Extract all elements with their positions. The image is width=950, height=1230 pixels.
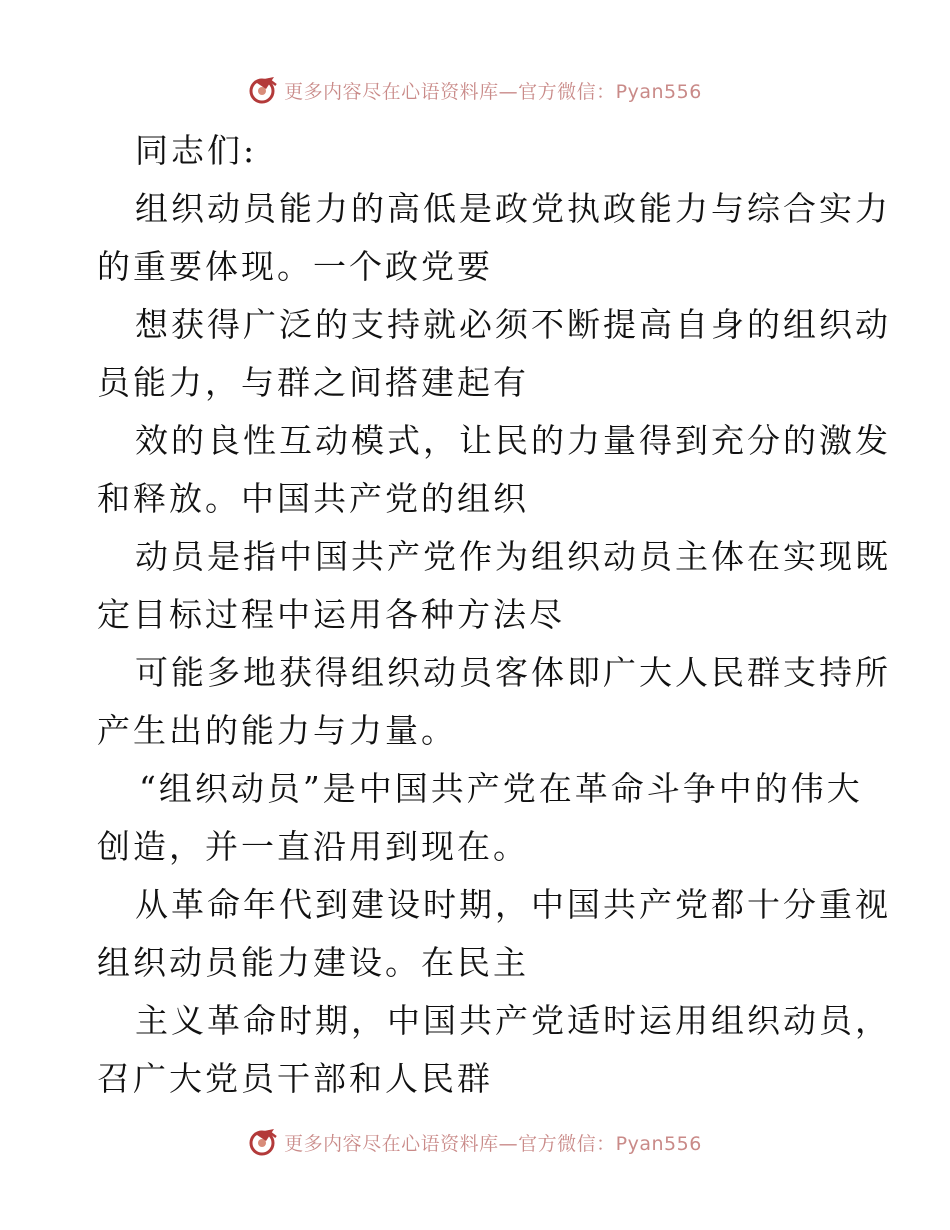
paragraph-line: 组织动员能力的高低是政党执政能力与综合实力 <box>135 189 891 228</box>
brand-logo-icon <box>248 75 278 105</box>
brand-logo-icon <box>248 1127 278 1157</box>
paragraph-line: 创造，并一直沿用到现在。 <box>97 827 529 866</box>
paragraph-line: 从革命年代到建设时期，中国共产党都十分重视 <box>135 885 891 924</box>
paragraph-line: 召广大党员干部和人民群 <box>97 1059 493 1098</box>
paragraph-line: 和释放。中国共产党的组织 <box>97 479 529 518</box>
document-body <box>97 122 891 1108</box>
paragraph-line: 想获得广泛的支持就必须不断提高自身的组织动 <box>135 305 891 344</box>
paragraph-line: 员能力，与群之间搭建起有 <box>97 363 529 402</box>
paragraph-line: 定目标过程中运用各种方法尽 <box>97 595 565 634</box>
salutation: 同志们: <box>135 131 258 170</box>
paragraph-line: 动员是指中国共产党作为组织动员主体在实现既 <box>135 537 891 576</box>
header-banner <box>0 70 950 110</box>
paragraph-line: 效的良性互动模式，让民的力量得到充分的激发 <box>135 421 891 460</box>
paragraph-line: 可能多地获得组织动员客体即广大人民群支持所 <box>135 653 891 692</box>
paragraph-line: 产生出的能力与力量。 <box>97 711 457 750</box>
paragraph-line: “组织动员”是中国共产党在革命斗争中的伟大 <box>139 769 863 808</box>
footer-banner-text: 更多内容尽在心语资料库—官方微信：Pyan556 <box>284 1132 702 1155</box>
header-banner-text: 更多内容尽在心语资料库—官方微信：Pyan556 <box>284 80 702 103</box>
paragraph-line: 主义革命时期，中国共产党适时运用组织动员， <box>135 1001 891 1040</box>
paragraph-line: 组织动员能力建设。在民主 <box>97 943 529 982</box>
footer-banner <box>0 1122 950 1162</box>
paragraph-line: 的重要体现。一个政党要 <box>97 247 493 286</box>
